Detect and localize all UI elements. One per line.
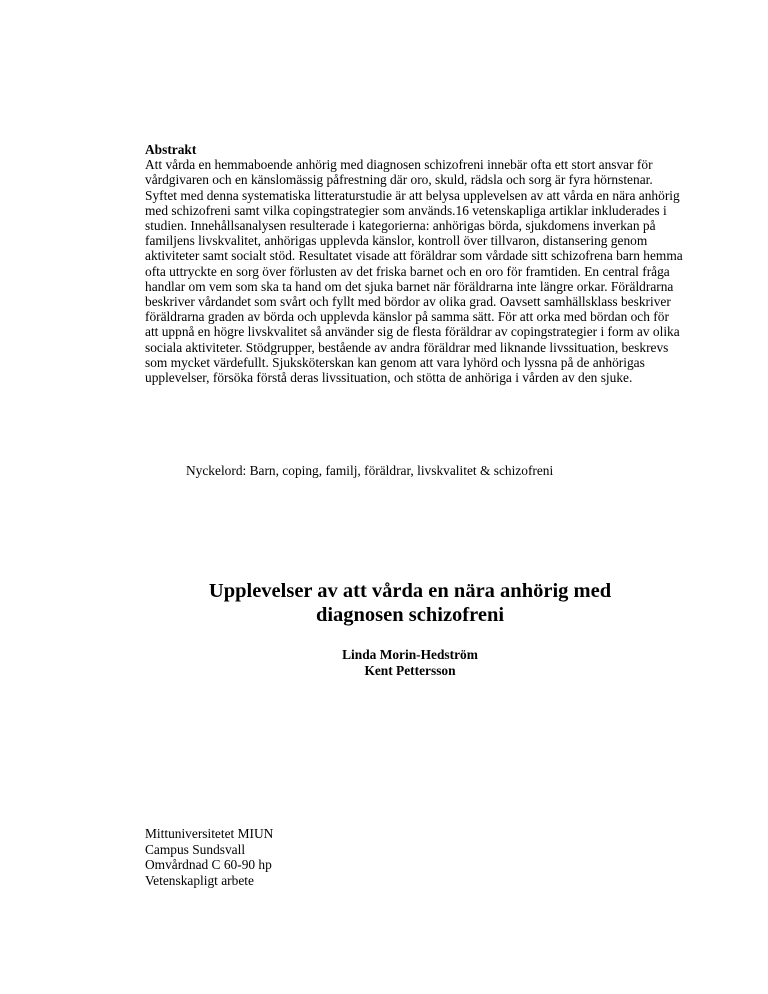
title-line-2: diagnosen schizofreni [315,604,505,626]
course-name: Omvårdnad C 60-90 hp [145,857,272,872]
author-name: Kent Pettersson [364,662,456,678]
institution-block [145,826,273,888]
abstract-heading: Abstrakt [145,142,197,157]
abstract-section [145,142,685,385]
document-title [0,579,768,627]
title-line-1: Upplevelser av att vårda en nära anhörig med [208,580,612,602]
author-list [0,647,768,678]
keywords-line: Nyckelord: Barn, coping, familj, föräldrar, livskvalitet & schizofreni [186,463,554,478]
campus-name: Campus Sundsvall [145,841,246,857]
author-name: Linda Morin-Hedström [342,647,478,662]
work-type: Vetenskapligt arbete [145,872,254,888]
abstract-text: Att vårda en hemmaboende anhörig med diagnosen schizofreni innebär ofta ett stort ansvar för vårdgivaren och en känslomässig påfrestning där oro, skuld, rädsla och sorg är fyra hörnstenar. Syftet med denna systematiska litteraturstudie är att belysa upplevelsen av att vårda en nära anhörig med schizofreni samt vilka copingstrategier som används.16 vetenskapliga artiklar inkluderades i studien. Innehållsanalysen resulterade i kategorierna: anhörigas börda, sjukdomens inverkan på familjens livskvalitet, anhörigas upplevda känslor, kontroll över tillvaron, distansering genom aktiviteter samt socialt stöd. Resultatet visade att föräldrar som vårdade sitt schizofrena barn hemma ofta uttryckte en sorg över förlusten av det friska barnet och en oro för framtiden. En central fråga handlar om vem som ska ta hand om det sjuka barnet när föräldrarna inte längre orkar. Föräldrarna beskriver vårdandet som svårt och fyllt med bördor av olika grad. Oavsett samhällsklass beskriver föräldrarna graden av börda och upplevda känslor på samma sätt. För att orka med bördan och för att uppnå en högre livskvalitet så använder sig de flesta föräldrar av copingstrategier i form av olika sociala aktiviteter. Stödgrupper, bestående av andra föräldrar med liknande livssituation, beskrevs som mycket värdefullt. Sjuksköterskan kan genom att vara lyhörd och lyssna på de anhörigas upplevelser, försöka förstå deras livssituation, och stötta de anhöriga i vården av den sjuke. [145,157,683,386]
university-name: Mittuniversitetet MIUN [145,826,274,841]
